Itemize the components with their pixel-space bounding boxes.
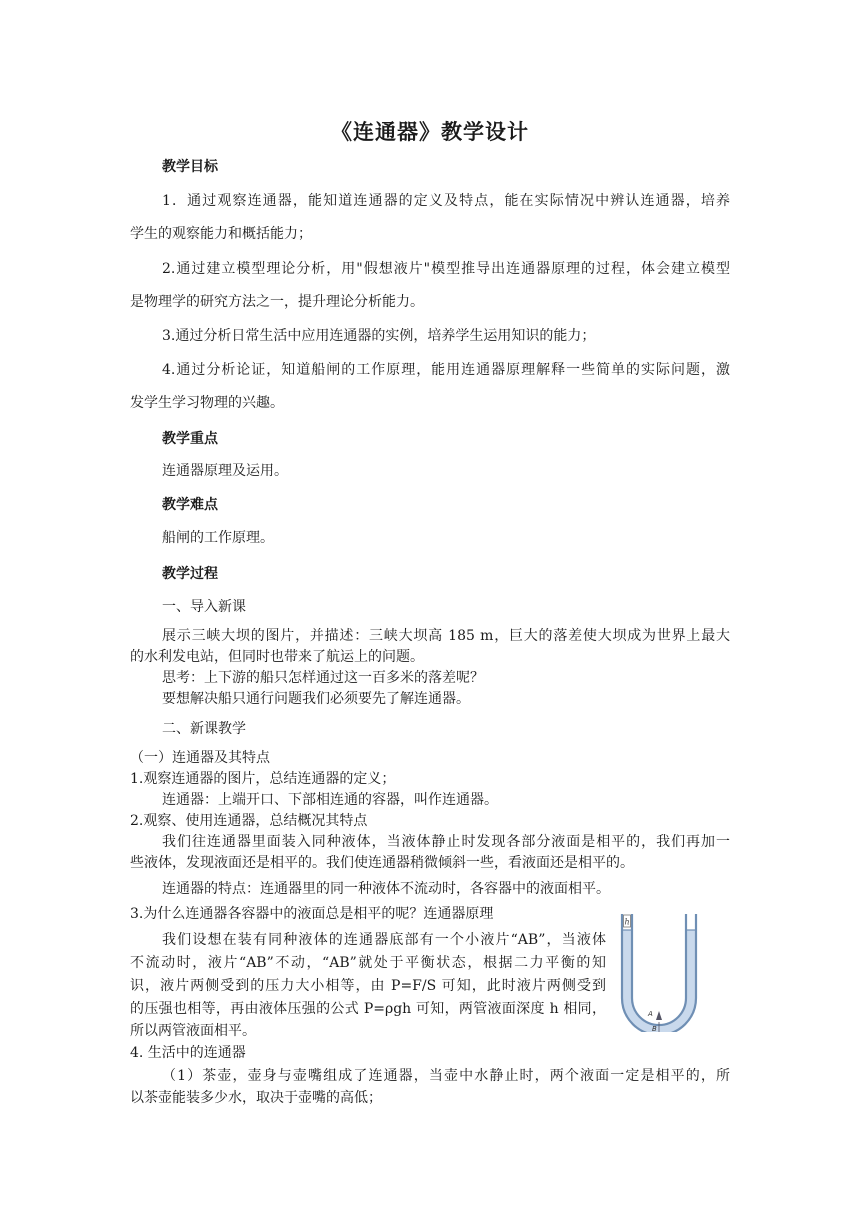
goal-4-line-1: 4.通过分析论证，知道船闸的工作原理，能用连通器原理解释一些简单的实际问题，激 [162,362,730,378]
principle-line-5: 所以两管液面相平。 [130,1023,256,1039]
feature: 连通器的特点：连通器里的同一种液体不流动时，各容器中的液面相平。 [162,881,610,897]
section-2-title: 二、新课教学 [162,721,246,737]
tube-inner-wall [632,914,686,1025]
goal-4-line-2: 发学生学习物理的兴趣。 [130,395,284,411]
document-title: 《连通器》教学设计 [331,120,529,144]
goal-1-line-1: 1．通过观察连通器，能知道连通器的定义及特点，能在实际情况中辨认连通器，培养 [162,193,730,209]
step-3: 3.为什么连通器各容器中的液面总是相平的呢？连通器原理 [130,906,494,922]
teapot-line-2: 以茶壶能装多少水，取决于壶嘴的高低； [130,1090,382,1106]
key-point-text: 连通器原理及运用。 [162,463,288,479]
intro-line-1: 展示三峡大坝的图片，并描述：三峡大坝高 185 m，巨大的落差使大坝成为世界上最大 [162,628,730,644]
section-1-title: 一、导入新课 [162,599,246,615]
step-1: 1.观察连通器的图片，总结连通器的定义； [130,771,396,787]
goal-2-line-1: 2.通过建立模型理论分析，用"假想液片"模型推导出连通器原理的过程，体会建立模型 [162,261,730,277]
step-2: 2.观察、使用连通器，总结概况其特点 [130,813,368,829]
definition: 连通器：上端开口、下部相连通的容器，叫作连通器。 [162,792,498,808]
intro-line-2: 的水利发电站，但同时也带来了航运上的问题。 [130,649,424,665]
goal-1-line-2: 学生的观察能力和概括能力； [130,226,312,242]
intro-transition: 要想解决船只通行问题我们必须要先了解连通器。 [162,691,470,707]
subsection-1-title: （一）连通器及其特点 [130,750,270,766]
principle-line-3: 识，液片两侧受到的压力大小相等，由 P=F/S 可知，此时液片两侧受到 [130,978,606,994]
step-2-line-2: 些液体，发现液面还是相平的。我们使连通器稍微倾斜一些，看液面还是相平的。 [130,855,634,871]
label-a: A [648,1010,653,1018]
liquid-slice-ab [656,1011,662,1020]
principle-line-1: 我们设想在装有同种液体的连通器底部有一个小液片“AB”，当液体 [162,932,606,948]
process-heading: 教学过程 [162,566,218,582]
goal-3: 3.通过分析日常生活中应用连通器的实例，培养学生运用知识的能力； [162,328,596,344]
label-b: B [652,1025,657,1032]
difficulty-heading: 教学难点 [162,497,218,513]
step-4: 4. 生活中的连通器 [130,1045,246,1061]
difficulty-text: 船闸的工作原理。 [162,530,274,546]
intro-question: 思考：上下游的船只怎样通过这一百多米的落差呢？ [162,670,484,686]
u-tube-figure [616,910,702,1032]
teapot-line-1: （1）茶壶，壶身与壶嘴组成了连通器，当壶中水静止时，两个液面一定是相平的，所 [162,1068,730,1084]
step-2-line-1: 我们往连通器里面装入同种液体，当液体静止时发现各部分液面是相平的，我们再加一 [162,834,730,850]
principle-line-2: 不流动时，液片“AB”不动，“AB”就处于平衡状态，根据二力平衡的知 [130,955,606,971]
principle-line-4: 的压强也相等，再由液体压强的公式 P=ρgh 可知，两管液面深度 h 相同， [130,1001,606,1017]
key-point-heading: 教学重点 [162,431,218,447]
goal-2-line-2: 是物理学的研究方法之一，提升理论分析能力。 [130,294,424,310]
h-label: h [624,917,630,927]
goals-heading: 教学目标 [162,159,218,175]
